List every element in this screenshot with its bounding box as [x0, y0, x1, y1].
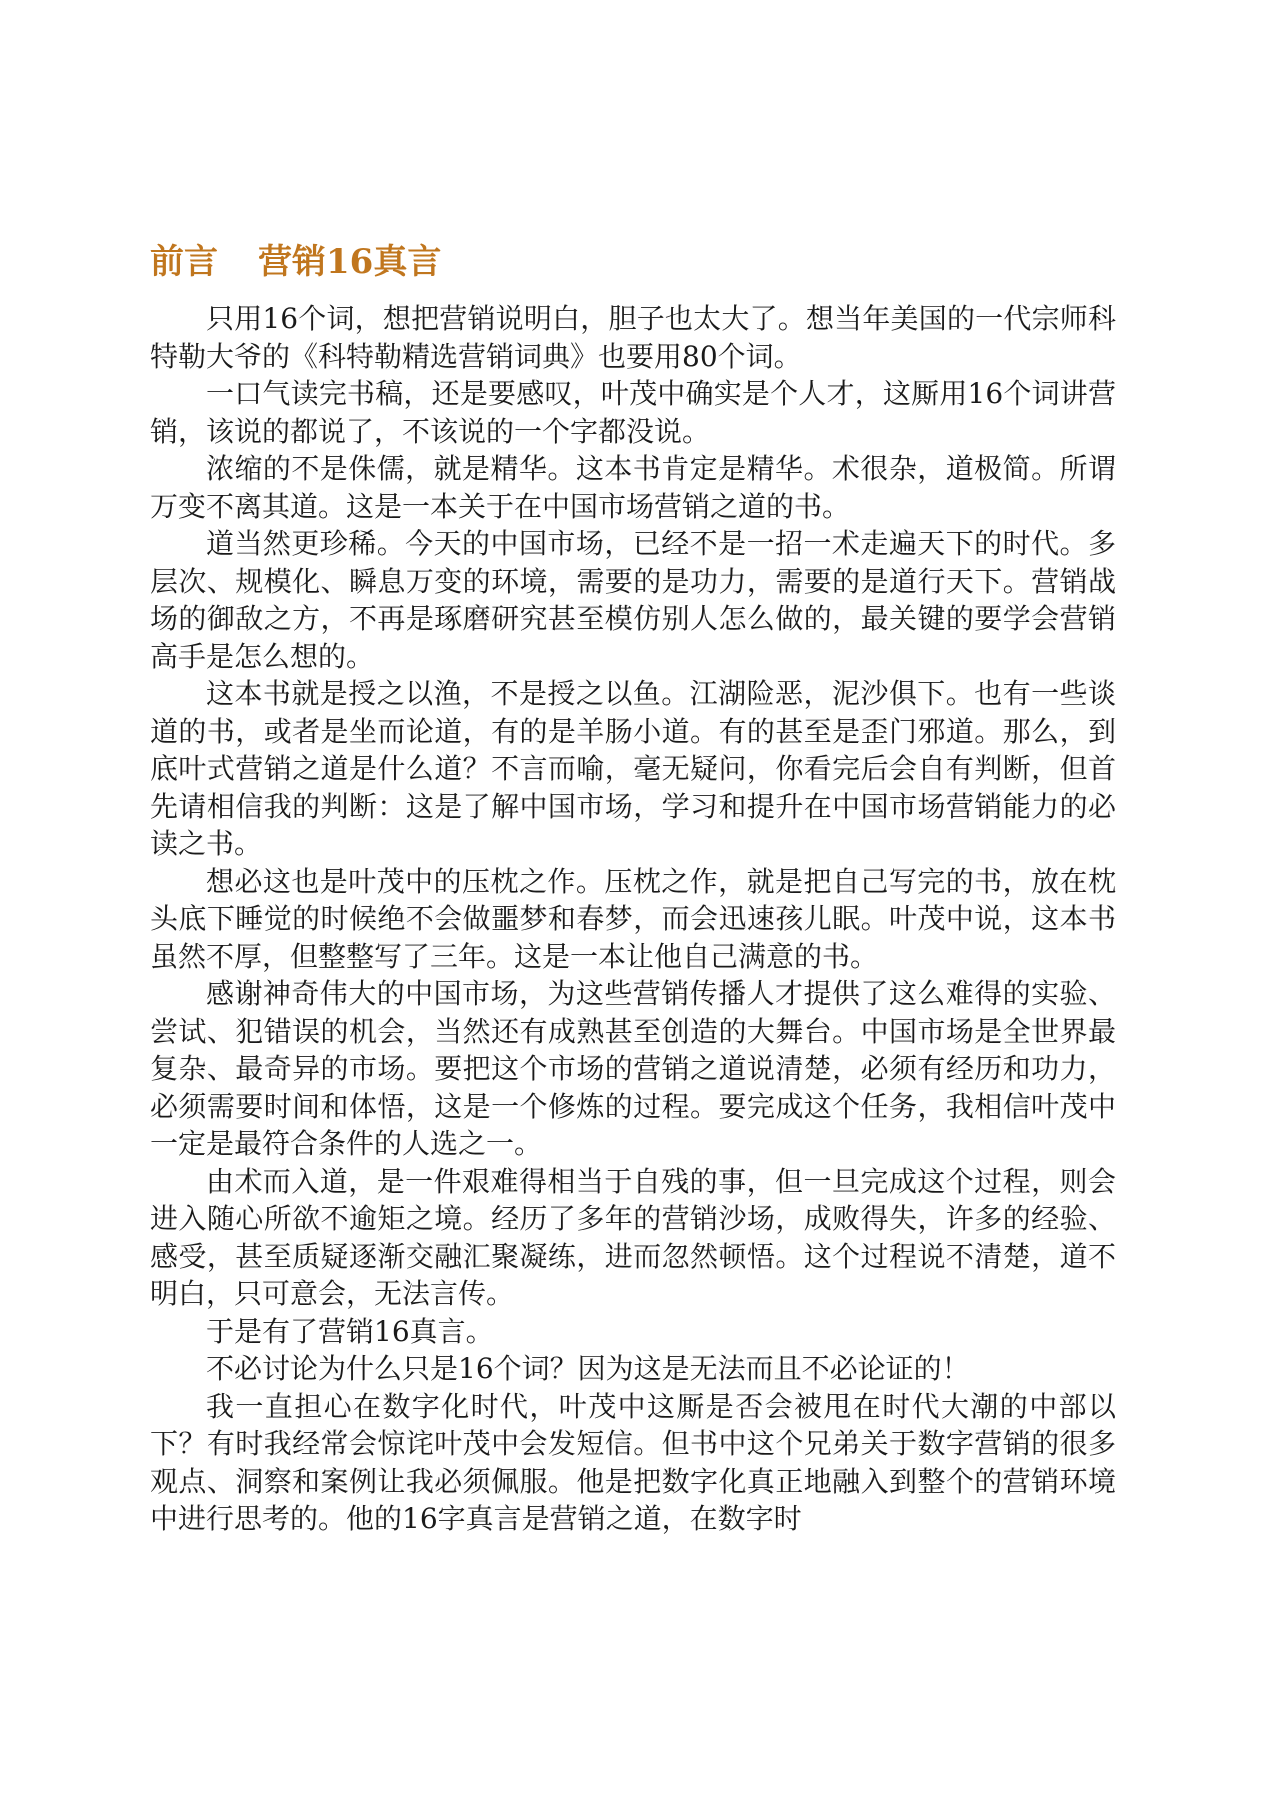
paragraph: 这本书就是授之以渔，不是授之以鱼。江湖险恶，泥沙俱下。也有一些谈道的书，或者是坐而论道，有的是羊肠小道。有的甚至是歪门邪道。那么，到底叶式营销之道是什么道？不言而喻，毫无疑问，你看完后会自有判断，但首先请相信我的判断：这是了解中国市场，学习和提升在中国市场营销能力的必读之书。 — [150, 677, 1116, 860]
paragraph: 由术而入道，是一件艰难得相当于自残的事，但一旦完成这个过程，则会进入随心所欲不逾矩之境。经历了多年的营销沙场，成败得失，许多的经验、感受，甚至质疑逐渐交融汇聚凝练，进而忽然顿悟。这个过程说不清楚，道不明白，只可意会，无法言传。 — [150, 1164, 1116, 1310]
chapter-heading — [150, 238, 1116, 286]
paragraph: 一口气读完书稿，还是要感叹，叶茂中确实是个人才，这厮用16个词讲营销，该说的都说了，不该说的一个字都没说。 — [150, 377, 1116, 448]
paragraph: 道当然更珍稀。今天的中国市场，已经不是一招一术走遍天下的时代。多层次、规模化、瞬息万变的环境，需要的是功力，需要的是道行天下。营销战场的御敌之方，不再是琢磨研究甚至模仿别人怎么做的，最关键的要学会营销高手是怎么想的。 — [150, 527, 1116, 673]
paragraph: 不必讨论为什么只是16个词？因为这是无法而且不必论证的！ — [206, 1352, 970, 1385]
paragraph: 我一直担心在数字化时代，叶茂中这厮是否会被甩在时代大潮的中部以下？有时我经常会惊诧叶茂中会发短信。但书中这个兄弟关于数字营销的很多观点、洞察和案例让我必须佩服。他是把数字化真正地融入到整个的营销环境中进行思考的。他的16字真言是营销之道，在数字时 — [150, 1389, 1116, 1535]
heading-title-number: 16 — [326, 242, 374, 282]
paragraph: 感谢神奇伟大的中国市场，为这些营销传播人才提供了这么难得的实验、尝试、犯错误的机会，当然还有成熟甚至创造的大舞台。中国市场是全世界最复杂、最奇异的市场。要把这个市场的营销之道说清楚，必须有经历和功力，必须需要时间和体悟，这是一个修炼的过程。要完成这个任务，我相信叶茂中一定是最符合条件的人选之一。 — [150, 977, 1116, 1160]
paragraph: 想必这也是叶茂中的压枕之作。压枕之作，就是把自己写完的书，放在枕头底下睡觉的时候绝不会做噩梦和春梦，而会迅速孩儿眠。叶茂中说，这本书虽然不厚，但整整写了三年。这是一本让他自己满意的书。 — [150, 864, 1116, 973]
paragraph: 浓缩的不是侏儒，就是精华。这本书肯定是精华。术很杂，道极简。所谓万变不离其道。这是一本关于在中国市场营销之道的书。 — [150, 452, 1116, 523]
document-page — [150, 238, 1116, 1538]
body-text — [150, 300, 1116, 1538]
paragraph: 于是有了营销16真言。 — [206, 1314, 494, 1348]
heading-title-b: 真言 — [373, 242, 442, 282]
paragraph: 只用16个词，想把营销说明白，胆子也太大了。想当年美国的一代宗师科特勒大爷的《科特勒精选营销词典》也要用80个词。 — [150, 302, 1116, 373]
heading-prefix: 前言 — [150, 242, 218, 282]
heading-title-a: 营销 — [258, 242, 326, 282]
